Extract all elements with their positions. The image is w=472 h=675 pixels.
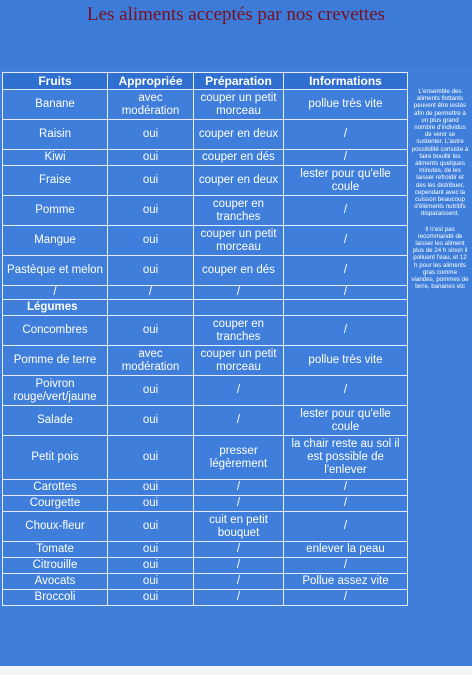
food-preparation: couper un petit morceau [194,90,284,120]
table-row [3,542,408,558]
food-name: Concombres [3,316,108,346]
food-information: la chair reste au sol il est possible de l'enlever [284,436,408,480]
header-preparation: Préparation [194,73,284,90]
food-name: Fraise [3,166,108,196]
food-name: Salade [3,406,108,436]
food-appropriate: oui [108,436,194,480]
table-row [3,226,408,256]
table-row [3,286,408,300]
food-appropriate: oui [108,256,194,286]
side-note-paragraph-1: L'ensemble des aliments flottants peuvent être lestés afin de permettre à un plus grand nombre d'individus de venir se sustenter. L'autre possibilité consiste à faire bouillir les aliments quelques minutes, de les laisser refroidir et des les distribuer, cependant avec la cuisson beaucoup d'éléments nutritifs disparaissent. [411,88,469,218]
section-legumes: Légumes [3,300,108,316]
food-appropriate: / [108,286,194,300]
food-name: Banane [3,90,108,120]
food-appropriate: oui [108,574,194,590]
empty-cell [194,300,284,316]
table-row [3,120,408,150]
food-information: pollue très vite [284,90,408,120]
food-appropriate: oui [108,316,194,346]
food-information: / [284,496,408,512]
food-preparation: couper un petit morceau [194,226,284,256]
food-appropriate: avec modération [108,90,194,120]
food-name: Pastèque et melon [3,256,108,286]
food-appropriate: oui [108,226,194,256]
side-note-paragraph-2: Il n'est pas recommandé de laisser les aliment plus de 24 h sinon il polluent l'eau, et 12 h pour les aliments gras comme viandes, pommes de terre, bananes etc [411,225,469,291]
food-information: / [284,150,408,166]
food-preparation: couper en dés [194,150,284,166]
table-row [3,574,408,590]
food-information: / [284,376,408,406]
food-name: Petit pois [3,436,108,480]
table-row [3,346,408,376]
table-row [3,150,408,166]
table-row [3,376,408,406]
food-information: / [284,196,408,226]
page-title: Les aliments acceptés par nos crevettes [86,4,386,25]
food-table [2,72,408,606]
food-name: Broccoli [3,590,108,606]
food-preparation: presser légèrement [194,436,284,480]
food-preparation: couper en tranches [194,316,284,346]
food-name: Citrouille [3,558,108,574]
bottom-margin [0,666,472,675]
food-information: / [284,120,408,150]
empty-cell [284,300,408,316]
food-appropriate: oui [108,480,194,496]
header-appropriee: Appropriée [108,73,194,90]
food-information: pollue très vite [284,346,408,376]
side-note [411,88,469,298]
table-row [3,316,408,346]
food-name: Kiwi [3,150,108,166]
food-preparation: couper en dés [194,256,284,286]
table-row [3,480,408,496]
food-name: Pomme [3,196,108,226]
food-preparation: / [194,558,284,574]
food-name: Mangue [3,226,108,256]
table-row [3,256,408,286]
header-row [3,73,408,90]
section-row [3,300,408,316]
food-name: Poivron rouge/vert/jaune [3,376,108,406]
food-information: / [284,286,408,300]
food-name: Pomme de terre [3,346,108,376]
food-preparation: / [194,590,284,606]
table-row [3,512,408,542]
food-information: lester pour qu'elle coule [284,166,408,196]
food-preparation: / [194,496,284,512]
food-appropriate: oui [108,512,194,542]
food-information: / [284,590,408,606]
food-name: Courgette [3,496,108,512]
food-information: lester pour qu'elle coule [284,406,408,436]
food-preparation: couper un petit morceau [194,346,284,376]
food-name: Choux-fleur [3,512,108,542]
header-informations: Informations [284,73,408,90]
header-fruits: Fruits [3,73,108,90]
food-preparation: / [194,286,284,300]
table-row [3,436,408,480]
table-row [3,196,408,226]
food-name: Avocats [3,574,108,590]
food-information: Pollue assez vite [284,574,408,590]
food-name: Carottes [3,480,108,496]
food-appropriate: oui [108,196,194,226]
food-name: Raisin [3,120,108,150]
food-preparation: couper en deux [194,120,284,150]
food-information: / [284,256,408,286]
food-appropriate: oui [108,406,194,436]
food-name: Tomate [3,542,108,558]
food-appropriate: oui [108,496,194,512]
food-appropriate: oui [108,590,194,606]
food-name: / [3,286,108,300]
food-preparation: / [194,480,284,496]
table-row [3,558,408,574]
food-preparation: / [194,574,284,590]
food-preparation: / [194,376,284,406]
table-row [3,90,408,120]
food-preparation: cuit en petit bouquet [194,512,284,542]
food-information: / [284,558,408,574]
food-appropriate: avec modération [108,346,194,376]
food-appropriate: oui [108,376,194,406]
food-appropriate: oui [108,150,194,166]
food-information: / [284,316,408,346]
food-information: / [284,512,408,542]
table-row [3,590,408,606]
food-preparation: / [194,542,284,558]
food-preparation: couper en tranches [194,196,284,226]
food-appropriate: oui [108,558,194,574]
empty-cell [108,300,194,316]
table-row [3,166,408,196]
food-information: enlever la peau [284,542,408,558]
food-information: / [284,480,408,496]
food-appropriate: oui [108,120,194,150]
food-appropriate: oui [108,166,194,196]
table-row [3,406,408,436]
food-preparation: / [194,406,284,436]
food-preparation: couper en deux [194,166,284,196]
food-information: / [284,226,408,256]
food-appropriate: oui [108,542,194,558]
table-row [3,496,408,512]
